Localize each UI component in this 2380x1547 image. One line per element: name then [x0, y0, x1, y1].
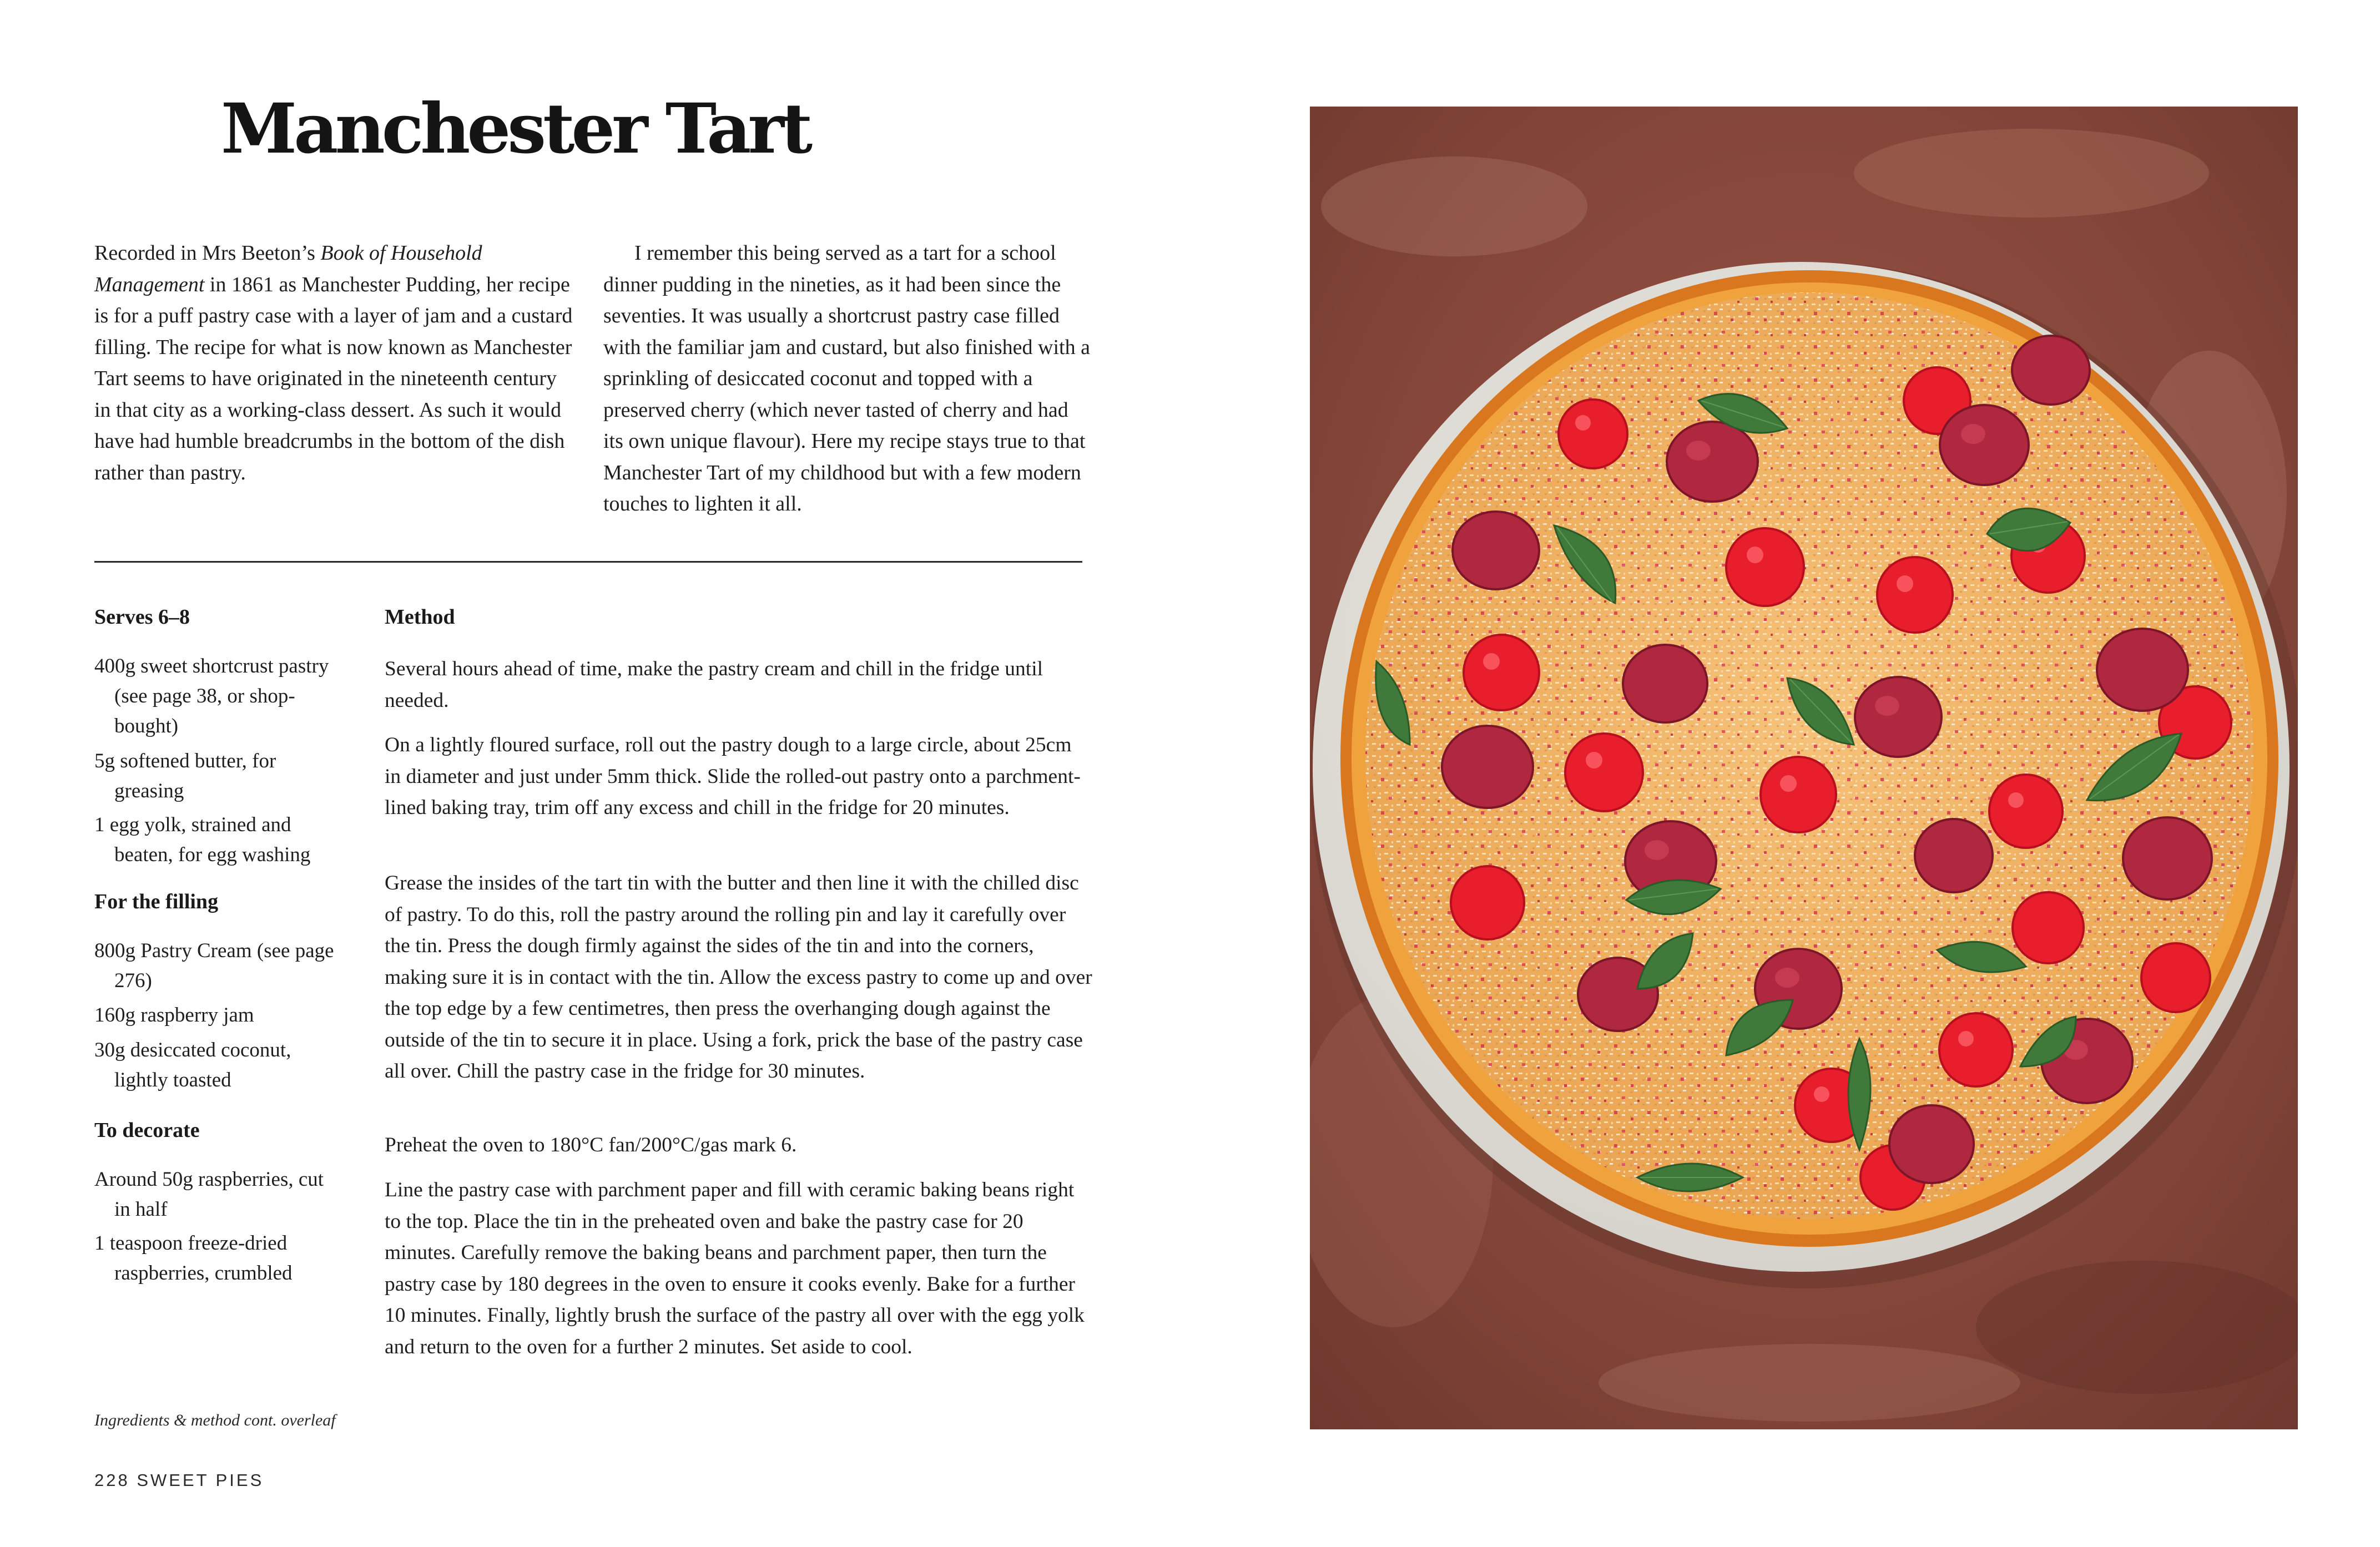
ingredient-item: 1 egg yolk, strained and beaten, for egg washing — [94, 813, 311, 866]
ingredient-item: 30g desiccated coconut, lightly toasted — [94, 1039, 291, 1091]
continued-note: Ingredients & method cont. overleaf — [94, 1411, 336, 1429]
tart-illustration — [1310, 107, 2298, 1429]
intro-right — [603, 237, 1092, 520]
intro-right-text: I remember this being served as a tart for a school dinner pudding in the nineties, as it had been since the seventies. It was usually a shortcrust pastry case filled with the familiar jam and custard, but also finished with a sprinkling of desiccated coconut and topped with a preserved cherry (which never tasted of cherry and had its own unique flavour). Here my recipe stays true to that Manchester Tart of my childhood but with a few modern touches to lighten it all. — [603, 241, 1090, 515]
intro-left — [94, 237, 577, 488]
tart-photo — [1310, 107, 2298, 1429]
method-heading: Method — [385, 605, 455, 629]
intro-left-text: Recorded in Mrs Beeton’s — [94, 241, 321, 265]
method-step: Several hours ahead of time, make the pastry cream and chill in the fridge until needed. — [385, 658, 1043, 712]
ingredient-item: 400g sweet shortcrust pastry (see page 38, or shop-bought) — [94, 655, 329, 737]
recipe-title: Manchester Tart — [221, 89, 810, 169]
intro-left-text-cont: in 1861 as Manchester Pudding, her recipe is for a puff pastry case with a layer of jam and a custard filling. The recipe for what is now known as Manchester Tart seems to have originated in the nineteenth century in that city as a working-class dessert. As such it would have had humble breadcrumbs in the bottom of the dish rather than pastry. — [94, 272, 573, 484]
decorate-heading: To decorate — [94, 1119, 200, 1142]
method-step: Preheat the oven to 180°C fan/200°C/gas mark 6. — [385, 1134, 797, 1156]
filling-heading: For the filling — [94, 890, 219, 913]
ingredient-item: 1 teaspoon freeze-dried raspberries, crumbled — [94, 1232, 293, 1285]
ingredient-item: 800g Pastry Cream (see page 276) — [94, 939, 334, 992]
section-divider — [94, 561, 1082, 563]
method-step: Grease the insides of the tart tin with the butter and then line it with the chilled disc of pastry. To do this, roll the pastry around the rolling pin and lay it carefully over the tin. Press the dough firmly against the sides of the tin and into the corners, making sure it is in contact with the tin. Allow the excess pastry to come up and over the top edge by a few centimetres, then press the overhanging dough against the outside of the tin to secure it in place. Using a fork, prick the base of the pastry case all over. Chill the pastry case in the fridge for 30 minutes. — [385, 872, 1092, 1083]
serves-heading: Serves 6–8 — [94, 605, 190, 629]
ingredient-item: Around 50g raspberries, cut in half — [94, 1168, 324, 1221]
method-step: On a lightly floured surface, roll out the pastry dough to a large circle, about 25cm in diameter and just under 5mm thick. Slide the rolled-out pastry onto a parchment-lined baking tray, trim off any excess and chill in the fridge for 20 minutes. — [385, 734, 1081, 819]
ingredient-item: 5g softened butter, for greasing — [94, 750, 276, 802]
method-step: Line the pastry case with parchment paper and fill with ceramic baking beans right to the top. Place the tin in the preheated oven and bake the pastry case for 20 minutes. Carefully remove the baking beans and parchment paper, then turn the pastry case by 180 degrees in the oven to ensure it cooks evenly. Bake for a further 10 minutes. Finally, lightly brush the surface of the pastry all over with the egg yolk and return to the oven for a further 2 minutes. Set aside to cool. — [385, 1179, 1085, 1358]
page-folio: 228 SWEET PIES — [94, 1470, 264, 1490]
book-title: Book of Household Management — [94, 241, 482, 296]
ingredient-item: 160g raspberry jam — [94, 1004, 254, 1027]
